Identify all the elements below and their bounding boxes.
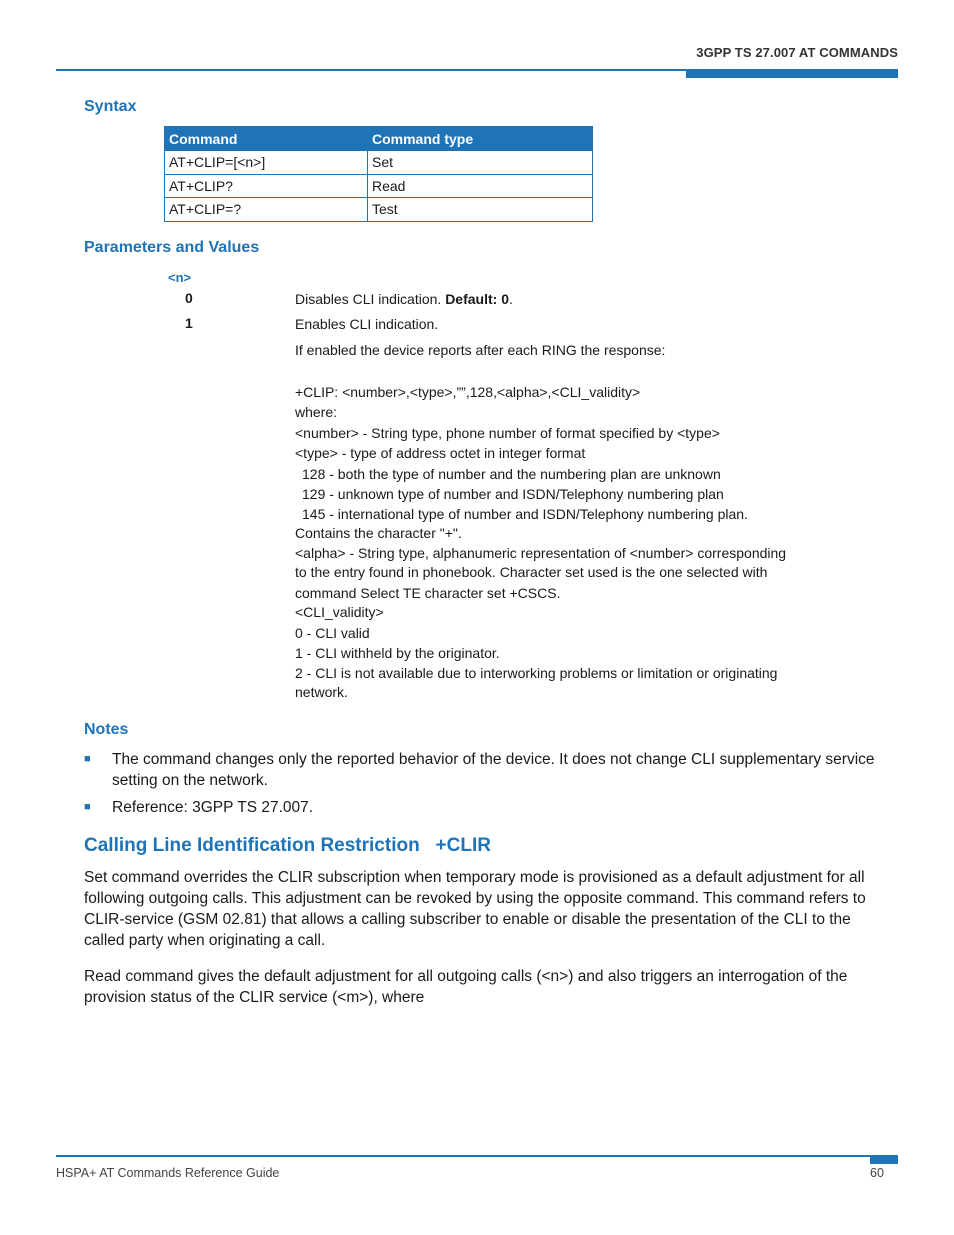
clip-response-description bbox=[295, 340, 815, 703]
detail-line: <number> - String type, phone number of format specified by <type> bbox=[295, 424, 720, 441]
value-desc-0 bbox=[295, 289, 513, 309]
list-item bbox=[84, 749, 894, 793]
detail-line: <type> - type of address octet in integer format bbox=[295, 445, 586, 461]
detail-line: 0 - CLI valid bbox=[295, 624, 370, 641]
footer-accent-block bbox=[870, 1155, 898, 1164]
footer-document-title: HSPA+ AT Commands Reference Guide bbox=[56, 1166, 280, 1180]
detail-line: <alpha> - String type, alphanumeric representation of <number> corresponding bbox=[295, 544, 787, 561]
header-accent-block bbox=[686, 69, 898, 78]
column-header-command: Command bbox=[165, 127, 368, 151]
detail-line: where: bbox=[295, 404, 338, 420]
table-cell-type: Read bbox=[368, 174, 593, 198]
running-header-title: 3GPP TS 27.007 AT COMMANDS bbox=[696, 45, 898, 60]
parameter-name: <n> bbox=[168, 270, 192, 285]
clir-paragraph-1: Set command overrides the CLIR subscription when temporary mode is provisioned as a default adjustment for all following outgoing calls. This adjustment can be revoked by using the opposite command. This command refers to CLIR-service (GSM 02.81) that allows a calling subscriber to enable or disable the presentation of the CLI to the called party when originating a call. bbox=[84, 869, 866, 949]
value-desc-1: Enables CLI indication. bbox=[295, 316, 439, 332]
value-desc-tail: . bbox=[508, 291, 513, 307]
syntax-table bbox=[164, 126, 593, 222]
square-bullet-icon: ■ bbox=[84, 753, 91, 765]
value-key-1: 1 bbox=[185, 315, 193, 331]
parameters-heading: Parameters and Values bbox=[84, 239, 260, 256]
value-desc-text: Disables CLI indication. bbox=[295, 291, 446, 307]
detail-line: 145 - international type of number and ISDN/Telephony numbering plan. bbox=[302, 505, 748, 522]
footer-rule bbox=[56, 1155, 898, 1157]
detail-line: 1 - CLI withheld by the originator. bbox=[295, 645, 500, 661]
note-text: The command changes only the reported behavior of the device. It does not change CLI supplementary service setting on the network. bbox=[112, 751, 875, 789]
value-key-0: 0 bbox=[185, 290, 193, 306]
detail-line: 2 - CLI is not available due to interworking problems or limitation or originating bbox=[295, 664, 778, 681]
table-row bbox=[165, 151, 593, 175]
table-cell-type: Test bbox=[368, 198, 593, 222]
detail-line: to the entry found in phonebook. Character set used is the one selected with bbox=[295, 564, 768, 580]
detail-line: Contains the character "+". bbox=[295, 525, 462, 541]
detail-line: +CLIP: <number>,<type>,””,128,<alpha>,<CLI_validity> bbox=[295, 383, 641, 400]
list-item bbox=[84, 797, 894, 819]
detail-intro: If enabled the device reports after each RING the response: bbox=[295, 342, 666, 358]
notes-heading: Notes bbox=[84, 721, 129, 738]
table-cell-command: AT+CLIP=? bbox=[165, 198, 368, 222]
table-row bbox=[165, 174, 593, 198]
detail-line: network. bbox=[295, 684, 348, 700]
table-header-row bbox=[165, 127, 593, 151]
detail-line: <CLI_validity> bbox=[295, 604, 384, 620]
detail-line: 128 - both the type of number and the numbering plan are unknown bbox=[302, 465, 721, 482]
column-header-command-type: Command type bbox=[368, 127, 593, 151]
page-number: 60 bbox=[870, 1166, 884, 1180]
table-row bbox=[165, 198, 593, 222]
clir-section-heading: Calling Line Identification Restriction +CLIR bbox=[84, 835, 491, 856]
default-label: Default: 0 bbox=[445, 291, 509, 307]
clir-paragraph-2: Read command gives the default adjustment for all outgoing calls (<n>) and also triggers an interrogation of the provision status of the CLIR service (<m>), where bbox=[84, 968, 848, 1006]
syntax-heading: Syntax bbox=[84, 98, 137, 115]
table-cell-command: AT+CLIP? bbox=[165, 174, 368, 198]
square-bullet-icon: ■ bbox=[84, 801, 91, 813]
table-cell-command: AT+CLIP=[<n>] bbox=[165, 151, 368, 175]
detail-line: command Select TE character set +CSCS. bbox=[295, 584, 561, 601]
detail-line: 129 - unknown type of number and ISDN/Telephony numbering plan bbox=[302, 486, 724, 502]
note-text: Reference: 3GPP TS 27.007. bbox=[112, 799, 314, 816]
table-cell-type: Set bbox=[368, 151, 593, 175]
